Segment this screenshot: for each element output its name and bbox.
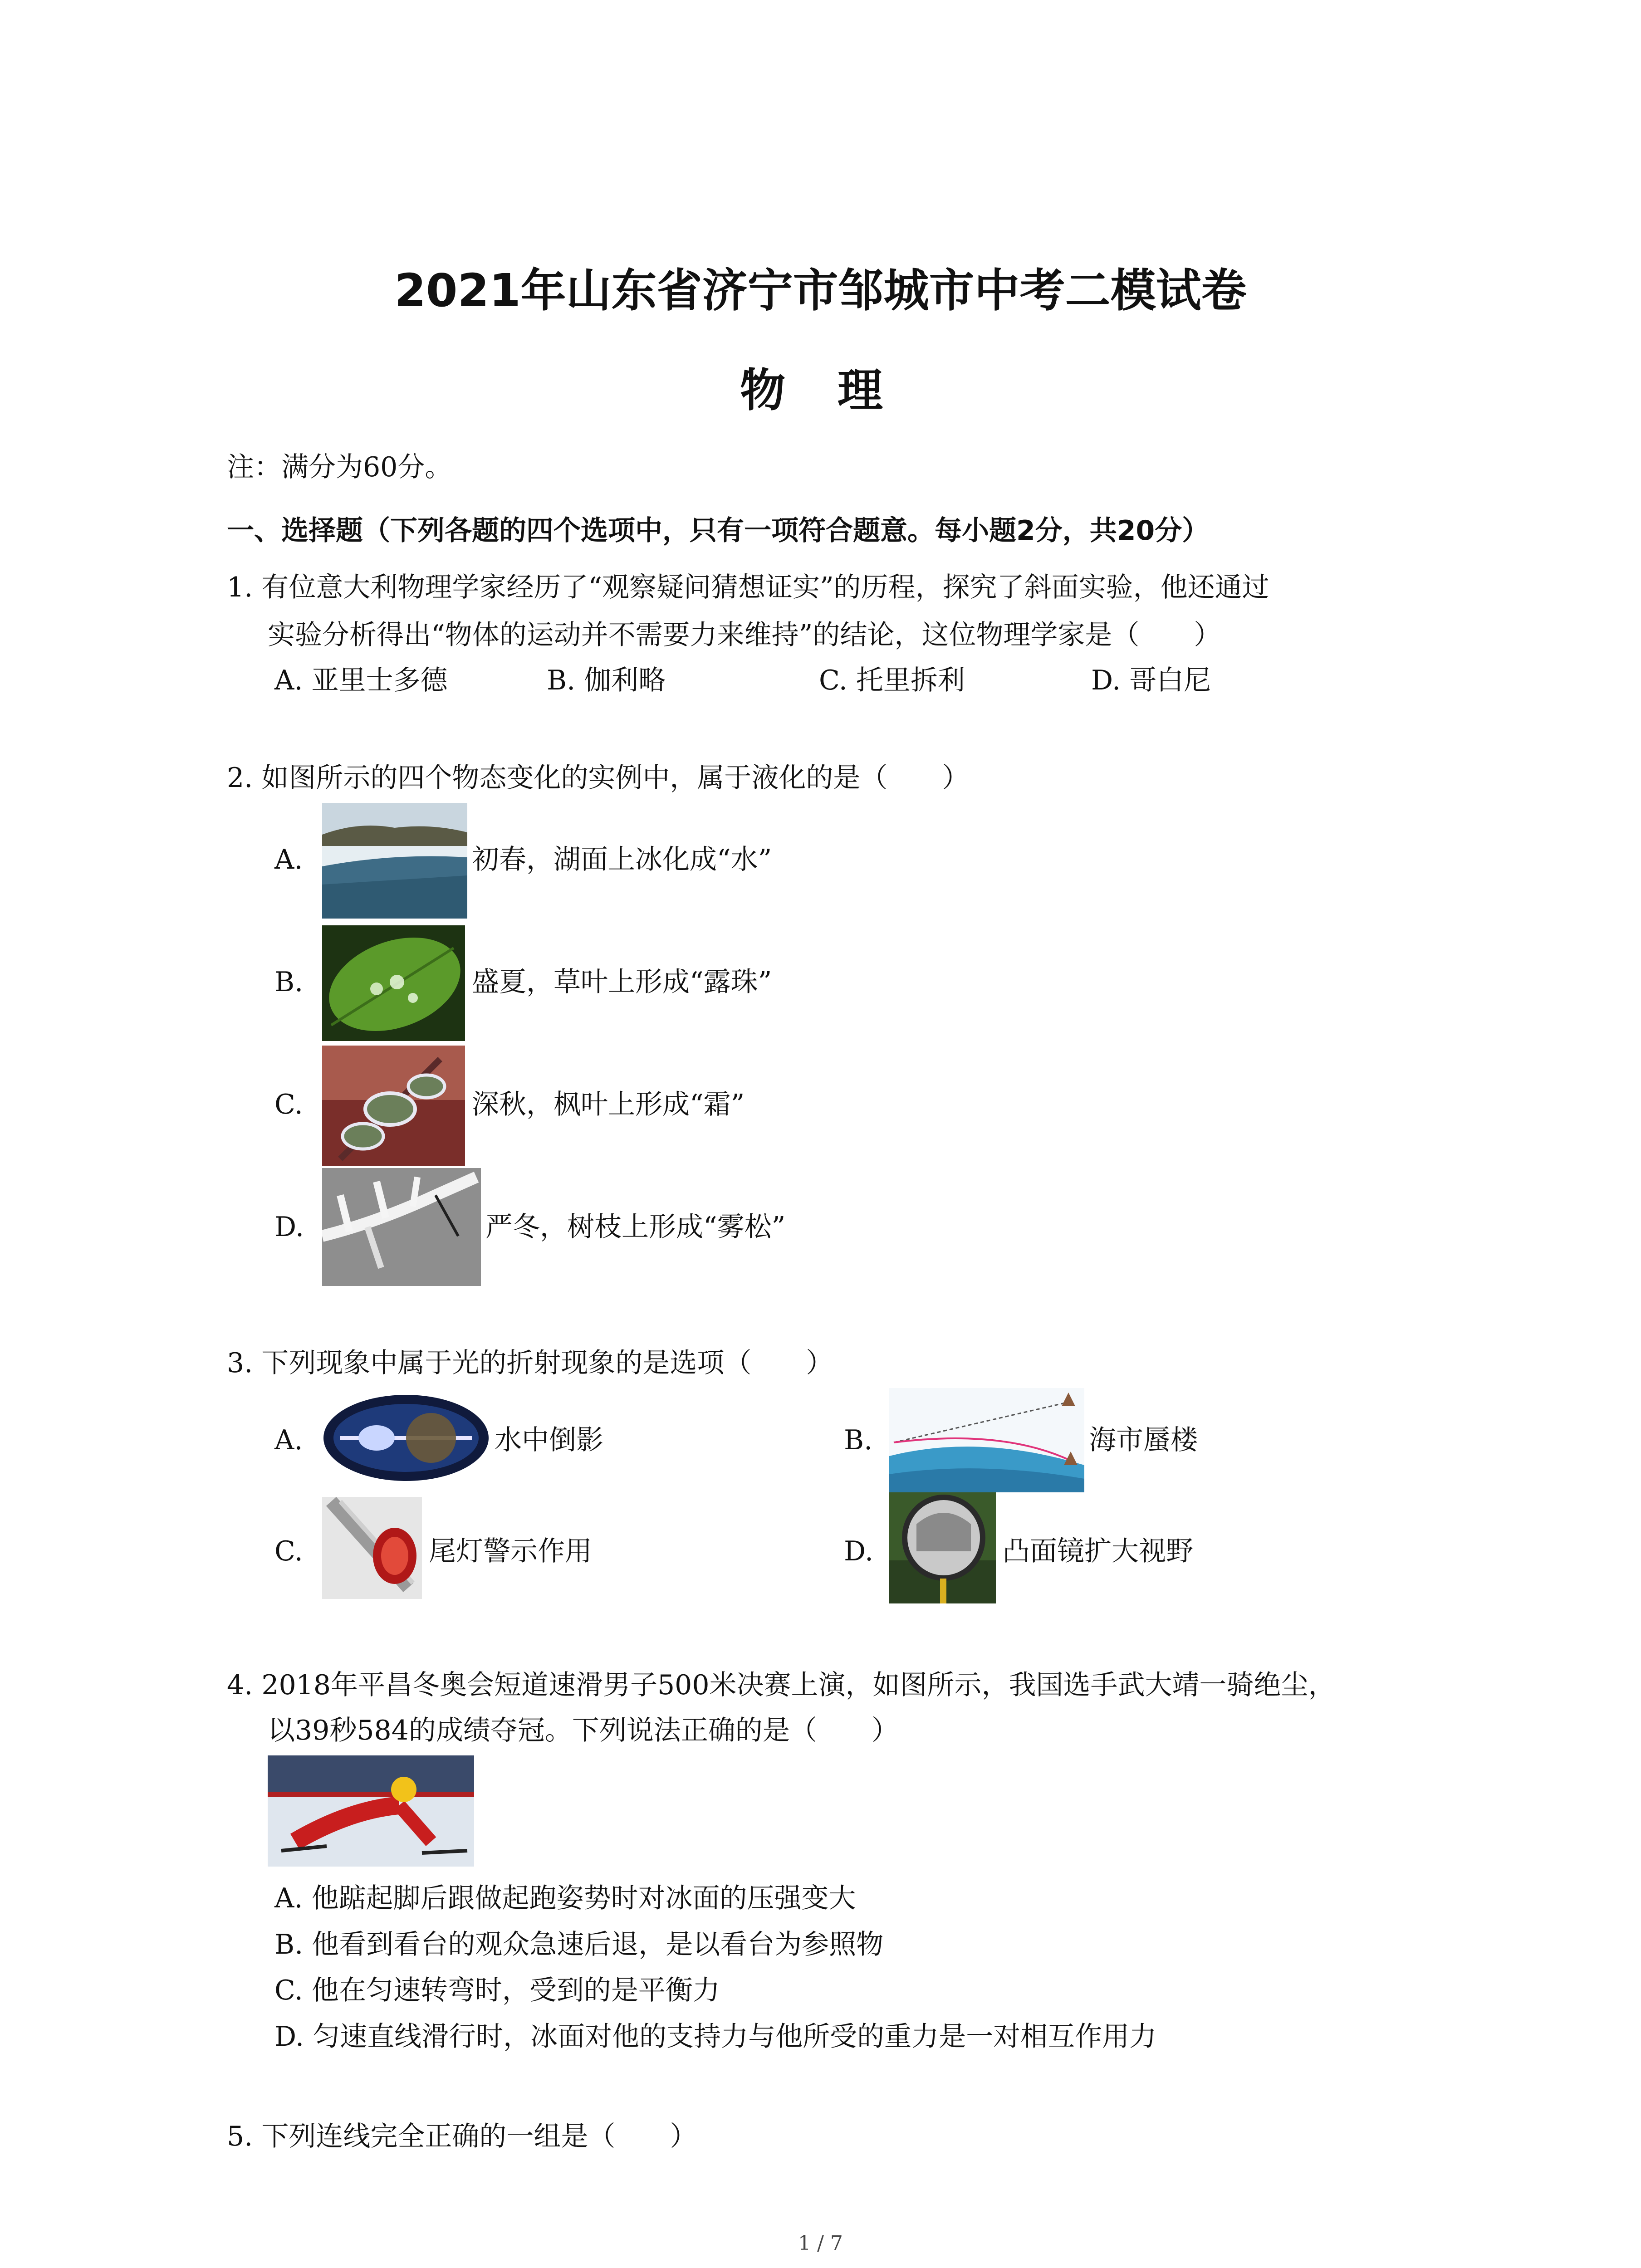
tail-light-image [322,1497,422,1599]
lake-ice-image [322,803,467,919]
subject-title: 物 理 [740,364,901,417]
reflection-image [322,1393,490,1483]
q4-line2: 以39秒584的成绩夺冠。下列说法正确的是（ ） [268,1715,899,1746]
page-number: 1 / 7 [798,2232,843,2255]
q4-option-b[interactable]: B. 他看到看台的观众急速后退，是以看台为参照物 [274,1929,884,1960]
q2-option-c-letter[interactable]: C. [274,1089,303,1120]
q5-stem: 5. 下列连线完全正确的一组是（ ） [227,2121,697,2152]
q4-option-c[interactable]: C. 他在匀速转弯时，受到的是平衡力 [274,1975,720,2006]
rime-branch-image [322,1168,481,1286]
q3-option-c-letter[interactable]: C. [274,1535,303,1567]
q1-option-d[interactable]: D. 哥白尼 [1091,665,1211,696]
q1-option-a[interactable]: A. 亚里士多德 [274,665,448,696]
mirage-image [889,1388,1084,1492]
q1-option-c[interactable]: C. 托里拆利 [819,665,965,696]
q2-option-a-letter[interactable]: A. [274,844,303,875]
q3-option-b-letter[interactable]: B. [844,1424,873,1456]
q2-option-b-text: 盛夏，草叶上形成“露珠” [472,966,772,998]
q1-line1: 1. 有位意大利物理学家经历了“观察疑问猜想证实”的历程，探究了斜面实验，他还通过 [227,572,1269,603]
q3-option-b-text: 海市蜃楼 [1089,1424,1198,1456]
score-note: 注：满分为60分。 [227,451,452,483]
q3-option-c-text: 尾灯警示作用 [429,1535,592,1567]
dew-leaf-image [322,925,465,1041]
q3-option-d-text: 凸面镜扩大视野 [1003,1535,1193,1567]
q2-option-b-letter[interactable]: B. [274,966,304,998]
q2-stem: 2. 如图所示的四个物态变化的实例中，属于液化的是（ ） [227,762,970,794]
q4-line1: 4. 2018年平昌冬奥会短道速滑男子500米决赛上演，如图所示，我国选手武大靖一骑绝尘， [227,1669,1336,1701]
q4-option-d[interactable]: D. 匀速直线滑行时，冰面对他的支持力与他所受的重力是一对相互作用力 [274,2021,1157,2053]
section-heading: 一、选择题（下列各题的四个选项中，只有一项符合题意。每小题2分，共20分） [227,515,1210,547]
convex-mirror-image [889,1492,996,1603]
q2-option-d-letter[interactable]: D. [274,1211,304,1243]
frost-leaf-image [322,1046,465,1166]
q3-option-a-letter[interactable]: A. [274,1424,303,1456]
q3-option-d-letter[interactable]: D. [844,1535,874,1567]
exam-title: 2021年山东省济宁市邹城市中考二模试卷 [394,264,1247,317]
q3-stem: 3. 下列现象中属于光的折射现象的是选项（ ） [227,1347,833,1379]
q3-option-a-text: 水中倒影 [495,1424,603,1456]
speed-skater-image [268,1755,474,1867]
q2-option-d-text: 严冬，树枝上形成“雾松” [485,1211,786,1243]
q1-option-b[interactable]: B. 伽利略 [547,665,666,696]
q2-option-a-text: 初春，湖面上冰化成“水” [472,844,772,875]
q4-option-a[interactable]: A. 他踮起脚后跟做起跑姿势时对冰面的压强变大 [274,1882,856,1914]
q2-option-c-text: 深秋，枫叶上形成“霜” [472,1089,745,1120]
q1-line2: 实验分析得出“物体的运动并不需要力来维持”的结论，这位物理学家是（ ） [268,619,1221,651]
